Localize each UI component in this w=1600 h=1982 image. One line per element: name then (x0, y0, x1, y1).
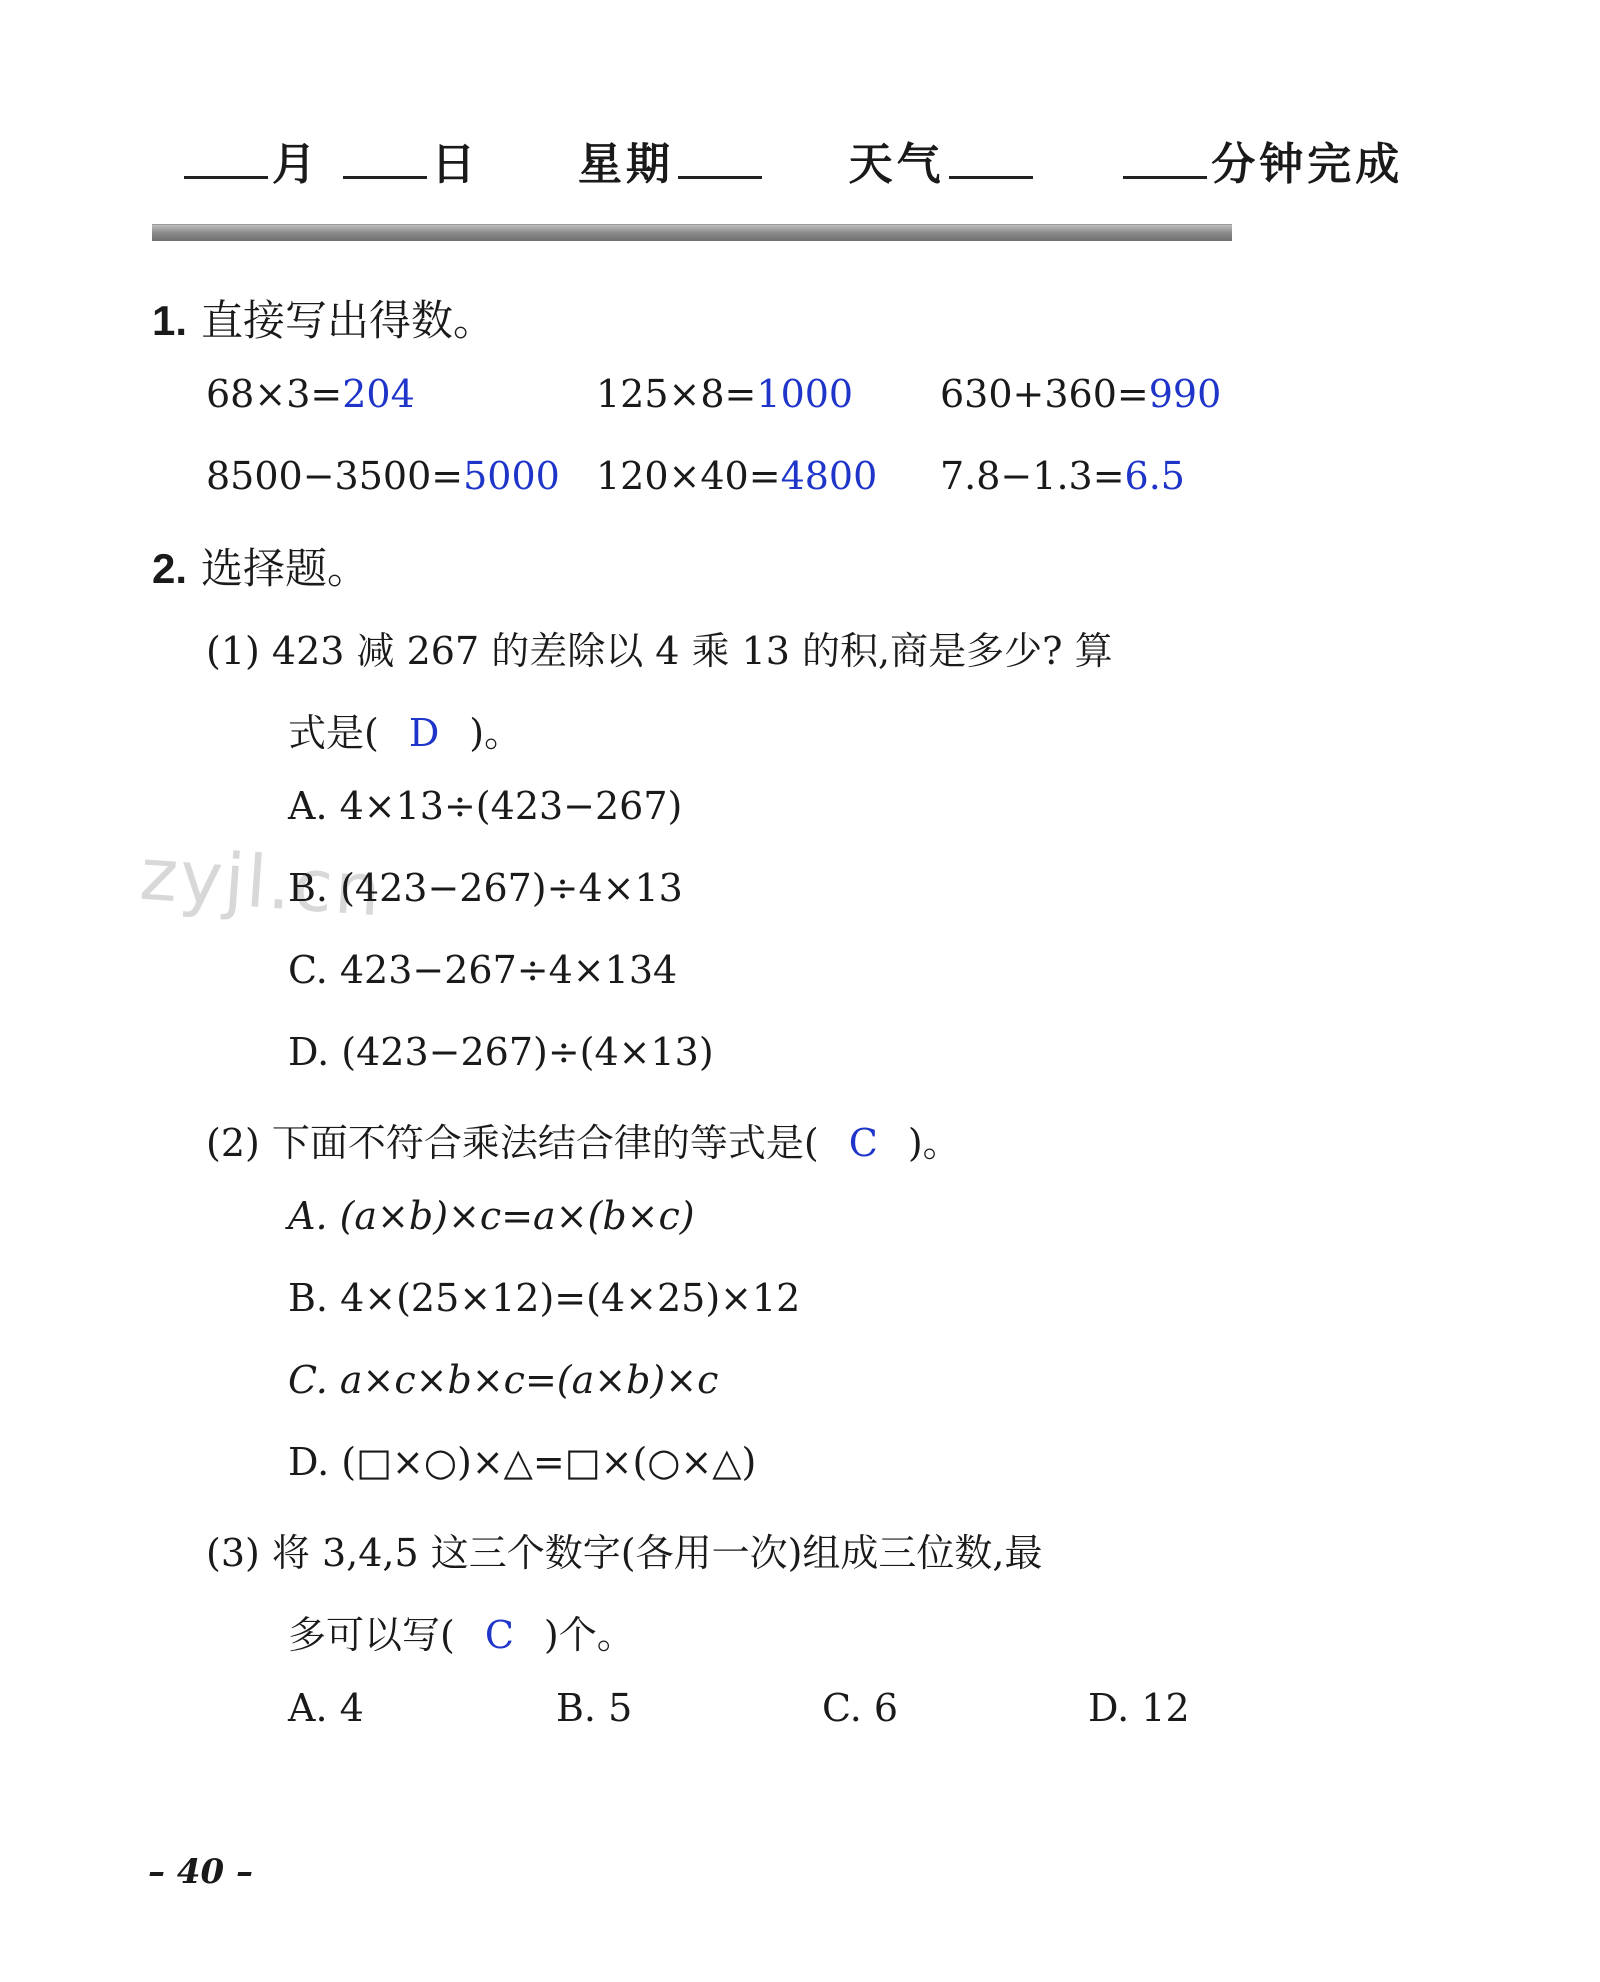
calc-expr: 68×3= (206, 372, 343, 416)
q1-title-text: 直接写出得数。 (201, 296, 496, 345)
sub3-answer[interactable]: C (484, 1613, 514, 1657)
sub3-stem-suffix: )个。 (543, 1613, 635, 1657)
sub3-stem-line2 (288, 1604, 635, 1659)
month-label: 月 (272, 139, 320, 190)
month-blank[interactable] (184, 175, 268, 179)
calc-item (940, 372, 1221, 416)
calc-item (596, 454, 877, 498)
sub2-option: C. a×c×b×c=(a×b)×c (288, 1358, 719, 1402)
calc-expr: 7.8−1.3= (940, 454, 1125, 498)
sub1-answer[interactable]: D (408, 711, 440, 755)
calc-answer: 5000 (463, 454, 560, 498)
header-divider (152, 224, 1232, 241)
sub1-option: C. 423−267÷4×134 (288, 948, 678, 992)
page-number: – 40 – (148, 1852, 253, 1892)
sub1-option: B. (423−267)÷4×13 (288, 866, 683, 910)
sub3-stem-line1: (3) 将 3,4,5 这三个数字(各用一次)组成三位数,最 (206, 1531, 1043, 1575)
minutes-label: 分钟完成 (1211, 139, 1404, 190)
header-line (180, 128, 1403, 192)
calc-item (206, 372, 415, 416)
day-label: 日 (431, 139, 480, 190)
sub1-stem-suffix: )。 (469, 711, 523, 755)
sub2-stem-suffix: )。 (907, 1121, 961, 1165)
calc-answer: 1000 (756, 372, 854, 416)
sub2-option: A. (a×b)×c=a×(b×c) (288, 1194, 695, 1238)
sub3-option: A. 4 (288, 1686, 364, 1730)
calc-answer: 990 (1148, 372, 1222, 416)
calc-item (596, 372, 853, 416)
sub1-stem-line2 (288, 702, 522, 757)
sub3-option: C. 6 (822, 1686, 899, 1730)
sub3-option: D. 12 (1088, 1686, 1190, 1730)
sub2-stem-prefix: (2) 下面不符合乘法结合律的等式是( (206, 1121, 819, 1165)
q1-number: 1. (152, 297, 188, 344)
sub2-stem (206, 1112, 961, 1167)
day-blank[interactable] (343, 175, 427, 179)
calc-answer: 4800 (780, 454, 878, 498)
weekday-label: 星期 (577, 139, 674, 190)
weekday-blank[interactable] (678, 175, 762, 179)
calc-expr: 120×40= (596, 454, 781, 498)
calc-expr: 8500−3500= (206, 454, 464, 498)
calc-answer: 6.5 (1124, 454, 1185, 498)
weather-label: 天气 (848, 139, 945, 190)
sub2-answer[interactable]: C (848, 1121, 878, 1165)
q2-title-text: 选择题。 (201, 544, 370, 593)
sub2-option: D. (□×○)×△=□×(○×△) (288, 1440, 757, 1484)
minutes-blank[interactable] (1123, 175, 1207, 179)
q1-title (152, 288, 495, 348)
sub3-option: B. 5 (556, 1686, 633, 1730)
calc-answer: 204 (342, 372, 415, 416)
weather-blank[interactable] (949, 175, 1033, 179)
watermark: zyjl.cn (137, 831, 386, 933)
sub1-stem-line1: (1) 423 减 267 的差除以 4 乘 13 的积,商是多少? 算 (206, 629, 1113, 673)
sub1-option: D. (423−267)÷(4×13) (288, 1030, 714, 1074)
sub2-option: B. 4×(25×12)=(4×25)×12 (288, 1276, 801, 1320)
calc-expr: 630+360= (940, 372, 1149, 416)
calc-item (940, 454, 1185, 498)
sub3-stem-prefix: 多可以写( (288, 1613, 455, 1657)
sub1-stem-prefix: 式是( (288, 711, 379, 755)
calc-item (206, 454, 560, 498)
calc-expr: 125×8= (596, 372, 757, 416)
q2-title (152, 536, 369, 596)
sub1-option: A. 4×13÷(423−267) (288, 784, 683, 828)
q2-number: 2. (152, 545, 188, 592)
